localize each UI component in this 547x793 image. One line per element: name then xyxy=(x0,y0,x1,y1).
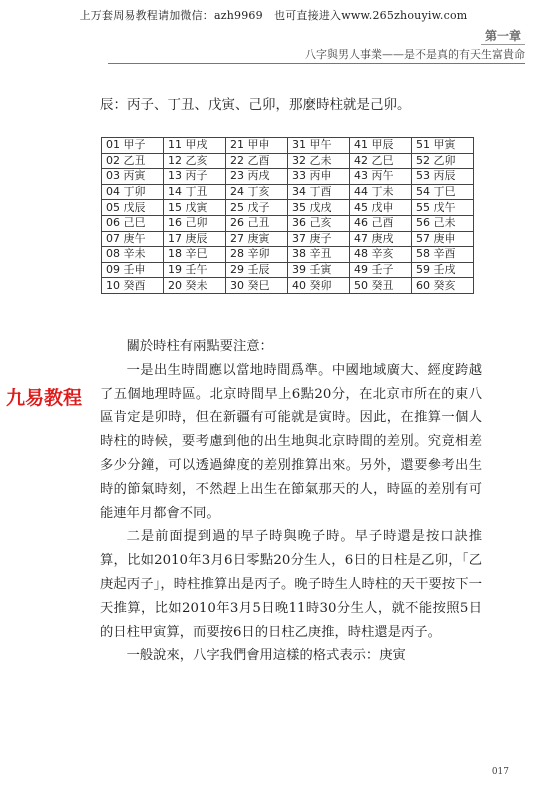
page-number: 017 xyxy=(491,767,509,777)
table-cell: 20 癸未 xyxy=(164,278,226,294)
table-cell: 13 丙子 xyxy=(164,169,226,185)
table-cell: 07 庚午 xyxy=(102,231,164,247)
table-cell: 51 甲寅 xyxy=(412,138,474,154)
table-row xyxy=(102,153,474,169)
table-row xyxy=(102,278,474,294)
table-cell: 42 乙巳 xyxy=(350,153,412,169)
table-row xyxy=(102,138,474,154)
running-header: 八字與男人事業——是不是真的有天生富貴命 xyxy=(305,48,525,61)
paragraph: 二是前面提到過的早子時與晚子時。早子時還是按口訣推算，比如2010年3月6日零點20分生人，6日的日柱是乙卯，「乙庚起丙子」，時柱推算出是丙子。晚子時生人時柱的天干要按下一天推算，比如2010年3月5日晚11時30分生人，就不能按照5日的日柱甲寅算，而要按6日的日柱乙庚推，時柱還是丙子。 xyxy=(100,529,482,640)
table-cell: 41 甲辰 xyxy=(350,138,412,154)
sixty-jiazi-table xyxy=(101,137,474,294)
chapter-mark: 第一章 xyxy=(481,27,525,45)
table-cell: 52 乙卯 xyxy=(412,153,474,169)
table-cell: 27 庚寅 xyxy=(226,231,288,247)
table-cell: 01 甲子 xyxy=(102,138,164,154)
table-cell: 14 丁丑 xyxy=(164,184,226,200)
table-cell: 06 己巳 xyxy=(102,215,164,231)
table-cell: 34 丁酉 xyxy=(288,184,350,200)
table-cell: 40 癸卯 xyxy=(288,278,350,294)
table-cell: 38 辛丑 xyxy=(288,247,350,263)
table-cell: 35 戊戌 xyxy=(288,200,350,216)
table-cell: 31 甲午 xyxy=(288,138,350,154)
table-cell: 36 己亥 xyxy=(288,215,350,231)
table-cell: 19 壬午 xyxy=(164,262,226,278)
paragraph: 一是出生時間應以當地時間爲準。中國地域廣大、經度跨越了五個地理時區。北京時間早上6點20分，在北京市所在的東八區肯定是卯時，但在新疆有可能就是寅時。因此，在推算一個人時柱的時候，要考慮到他的出生地與北京時間的差別。究竟相差多少分鐘，可以透過緯度的差別推算出來。另外，還要參考出生時的節氣時刻，不然趕上出生在節氣那天的人，時區的差別有可能連年月都會不同。 xyxy=(100,362,482,521)
table-row xyxy=(102,215,474,231)
table-cell: 04 丁卯 xyxy=(102,184,164,200)
table-cell: 59 壬戌 xyxy=(412,262,474,278)
table-cell: 32 乙未 xyxy=(288,153,350,169)
lead-text: 辰：丙子、丁丑、戊寅、己卯，那麼時柱就是己卯。 xyxy=(100,97,411,113)
table-cell: 47 庚戌 xyxy=(350,231,412,247)
paragraph: 一般說來，八字我們會用這樣的格式表示：庚寅 xyxy=(126,648,406,664)
promo-banner: 上万套周易教程请加微信：azh9969 也可直接进入www.265zhouyiw.com xyxy=(79,9,468,22)
table-cell: 18 辛巳 xyxy=(164,247,226,263)
header-rule xyxy=(108,63,525,64)
table-cell: 05 戊辰 xyxy=(102,200,164,216)
table-cell: 28 辛卯 xyxy=(226,247,288,263)
table-cell: 16 己卯 xyxy=(164,215,226,231)
table-row xyxy=(102,262,474,278)
table-cell: 17 庚辰 xyxy=(164,231,226,247)
table-cell: 44 丁未 xyxy=(350,184,412,200)
table-row xyxy=(102,231,474,247)
table-row xyxy=(102,247,474,263)
table-cell: 48 辛亥 xyxy=(350,247,412,263)
table-cell: 26 己丑 xyxy=(226,215,288,231)
table-row xyxy=(102,184,474,200)
table-cell: 15 戊寅 xyxy=(164,200,226,216)
table-cell: 25 戊子 xyxy=(226,200,288,216)
table-cell: 30 癸巳 xyxy=(226,278,288,294)
watermark-logo: 九易教程 xyxy=(6,387,83,409)
table-cell: 53 丙辰 xyxy=(412,169,474,185)
table-cell: 58 辛酉 xyxy=(412,247,474,263)
table-cell: 02 乙丑 xyxy=(102,153,164,169)
table-cell: 56 己未 xyxy=(412,215,474,231)
table-cell: 60 癸亥 xyxy=(412,278,474,294)
table-cell: 37 庚子 xyxy=(288,231,350,247)
body-text xyxy=(100,335,482,668)
table-cell: 10 癸酉 xyxy=(102,278,164,294)
table-cell: 33 丙申 xyxy=(288,169,350,185)
table-cell: 24 丁亥 xyxy=(226,184,288,200)
table-cell: 22 乙酉 xyxy=(226,153,288,169)
table-cell: 49 壬子 xyxy=(350,262,412,278)
table-cell: 21 甲申 xyxy=(226,138,288,154)
table-cell: 55 戊午 xyxy=(412,200,474,216)
table-cell: 46 己酉 xyxy=(350,215,412,231)
table-cell: 12 乙亥 xyxy=(164,153,226,169)
table-cell: 54 丁巳 xyxy=(412,184,474,200)
table-cell: 45 戊申 xyxy=(350,200,412,216)
table-cell: 57 庚申 xyxy=(412,231,474,247)
table-cell: 43 丙午 xyxy=(350,169,412,185)
table-cell: 08 辛未 xyxy=(102,247,164,263)
table-row xyxy=(102,169,474,185)
paragraph: 關於時柱有兩點要注意： xyxy=(126,339,273,354)
table-cell: 09 壬申 xyxy=(102,262,164,278)
table-cell: 03 丙寅 xyxy=(102,169,164,185)
table-cell: 39 壬寅 xyxy=(288,262,350,278)
table-row xyxy=(102,200,474,216)
table-cell: 11 甲戌 xyxy=(164,138,226,154)
table-cell: 23 丙戌 xyxy=(226,169,288,185)
table-cell: 29 壬辰 xyxy=(226,262,288,278)
table-cell: 50 癸丑 xyxy=(350,278,412,294)
